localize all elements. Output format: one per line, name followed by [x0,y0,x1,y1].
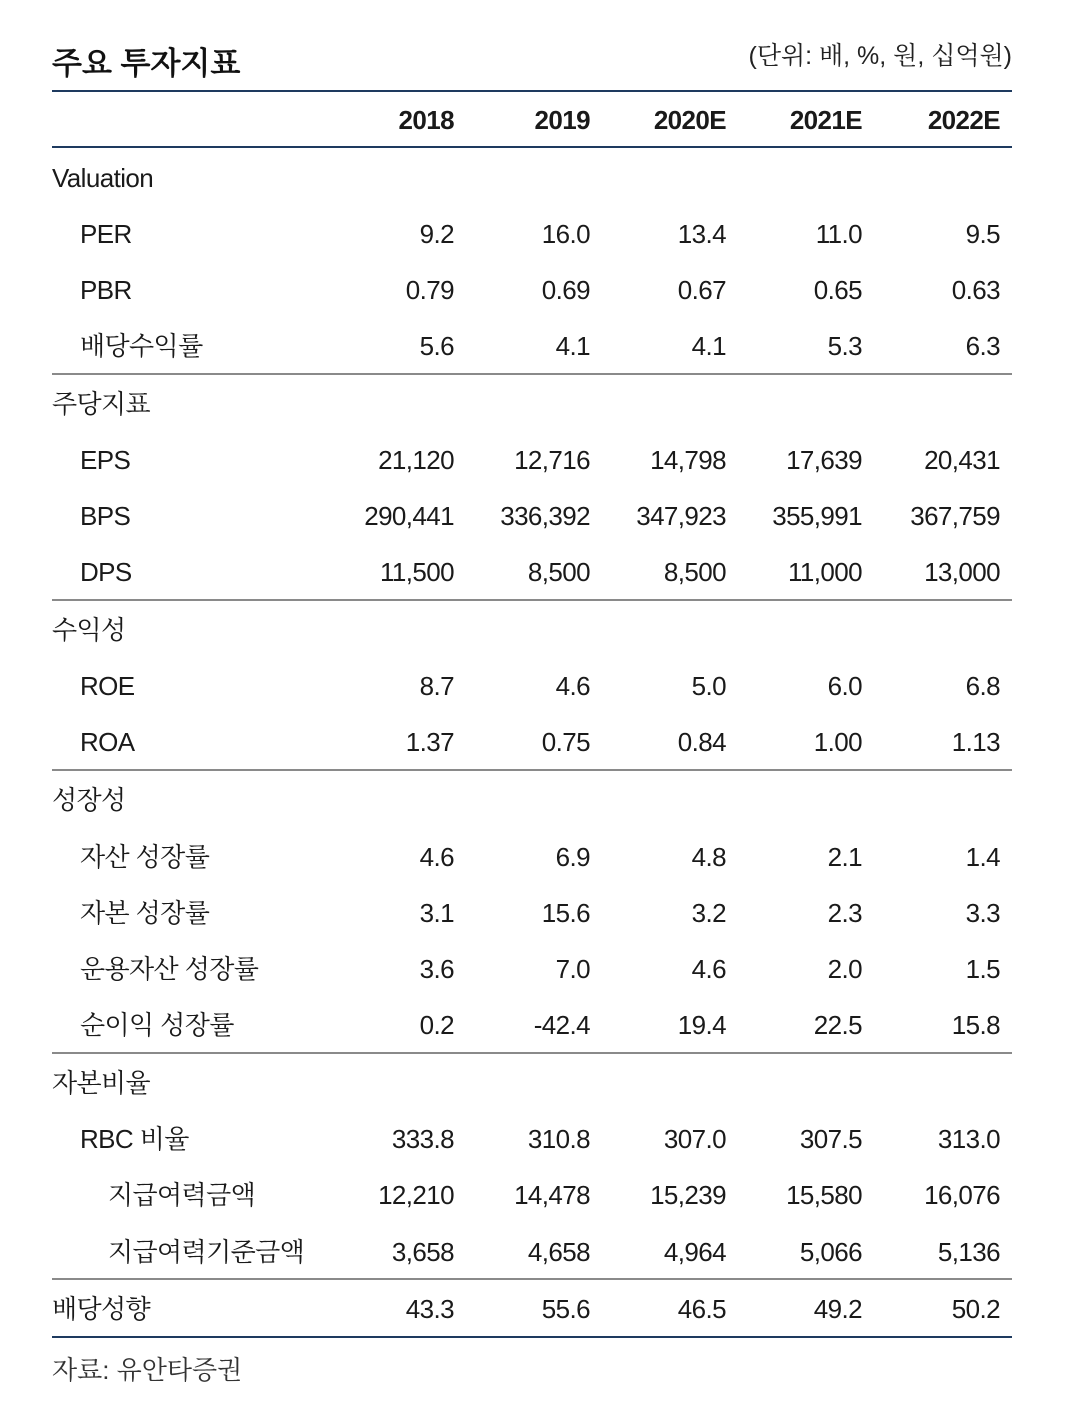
cell-value: 3.3 [965,898,1000,928]
row-label: 배당수익률 [80,331,203,361]
header-bottom-rule [52,146,1012,148]
cell-value: 1.4 [965,842,1000,872]
cell-value: 21,120 [378,445,454,475]
cell-value: 4.8 [691,842,726,872]
cell-value: 336,392 [500,501,590,531]
row-label: 자산 성장률 [80,842,210,872]
cell-value: 2.1 [827,842,862,872]
table-title: 주요 투자지표 [52,46,241,81]
section-divider [52,373,1012,375]
cell-value: 0.69 [541,275,590,305]
cell-value: 8,500 [527,557,590,587]
cell-value: 1.00 [813,727,862,757]
cell-value: 290,441 [364,501,454,531]
cell-value: 5.0 [691,671,726,701]
cell-value: 12,210 [378,1180,454,1210]
row-label: 지급여력기준금액 [108,1237,305,1267]
cell-value: 6.9 [555,842,590,872]
cell-value: 355,991 [772,501,862,531]
section-divider [52,1052,1012,1054]
row-label: BPS [80,501,131,531]
cell-value: 12,716 [514,445,590,475]
cell-value: 15.8 [951,1010,1000,1040]
table-row-dividend-yield [52,318,1012,374]
cell-value: 4.6 [691,954,726,984]
section-divider [52,599,1012,601]
table-row-roa [52,714,1012,770]
cell-value: 347,923 [636,501,726,531]
table-row-available-capital [52,1167,1012,1223]
cell-value: 307.0 [663,1124,726,1154]
unit-note: (단위: 배, %, 원, 십억원) [748,42,1012,70]
row-label: 배당성향 [52,1294,151,1324]
cell-value: 5.3 [827,331,862,361]
cell-value: 14,798 [650,445,726,475]
section-row-valuation [52,150,1012,206]
cell-value: 9.5 [965,219,1000,249]
table-row-roe [52,658,1012,714]
table-row-payout-ratio [52,1281,1012,1337]
table-row-eps [52,432,1012,488]
table-row-net-income-growth [52,997,1012,1053]
cell-value: -42.4 [533,1010,590,1040]
cell-value: 6.8 [965,671,1000,701]
row-label: 성장성 [52,785,126,815]
source-note: 자료: 유안타증권 [52,1355,243,1385]
table-row-rbc-ratio [52,1111,1012,1167]
table-row-equity-growth [52,885,1012,941]
cell-value: 6.3 [965,331,1000,361]
col-header: 2022E [927,105,1000,135]
col-header: 2021E [789,105,862,135]
cell-value: 0.2 [419,1010,454,1040]
cell-value: 19.4 [677,1010,726,1040]
cell-value: 0.84 [677,727,726,757]
row-label: 주당지표 [52,389,151,419]
table-bottom-rule [52,1336,1012,1338]
cell-value: 4.1 [555,331,590,361]
row-label: EPS [80,445,131,475]
table-row-bps [52,488,1012,544]
row-label: 자본 성장률 [80,898,210,928]
cell-value: 1.5 [965,954,1000,984]
row-label: 순이익 성장률 [80,1010,234,1040]
cell-value: 4.6 [555,671,590,701]
table-row-per [52,206,1012,262]
cell-value: 9.2 [419,219,454,249]
cell-value: 310.8 [527,1124,590,1154]
cell-value: 1.13 [951,727,1000,757]
table-row-pbr [52,262,1012,318]
cell-value: 55.6 [541,1294,590,1324]
cell-value: 3.6 [419,954,454,984]
col-header: 2018 [398,105,454,135]
section-row-per-share [52,376,1012,432]
cell-value: 17,639 [786,445,862,475]
section-row-capital-ratio [52,1055,1012,1111]
col-header: 2019 [534,105,590,135]
cell-value: 4,964 [663,1237,726,1267]
cell-value: 6.0 [827,671,862,701]
cell-value: 0.75 [541,727,590,757]
cell-value: 1.37 [405,727,454,757]
cell-value: 11.0 [815,219,862,249]
row-label: 지급여력금액 [108,1180,256,1210]
cell-value: 2.0 [827,954,862,984]
table-row-required-capital [52,1224,1012,1280]
row-label: DPS [80,557,132,587]
cell-value: 20,431 [924,445,1000,475]
row-label: ROE [80,671,135,701]
row-label: Valuation [52,163,154,193]
row-label: ROA [80,727,135,757]
cell-value: 4.1 [691,331,726,361]
cell-value: 5,136 [937,1237,1000,1267]
row-label: 자본비율 [52,1068,151,1098]
cell-value: 50.2 [951,1294,1000,1324]
cell-value: 15,580 [786,1180,862,1210]
row-label: PER [80,219,132,249]
cell-value: 16.0 [541,219,590,249]
row-label: PBR [80,275,132,305]
table-row-asset-growth [52,829,1012,885]
row-label: 수익성 [52,615,126,645]
cell-value: 0.63 [951,275,1000,305]
cell-value: 4.6 [419,842,454,872]
table-row-invested-asset-growth [52,941,1012,997]
table-row-dps [52,544,1012,600]
section-row-profitability [52,602,1012,658]
cell-value: 8.7 [419,671,454,701]
section-divider [52,769,1012,771]
cell-value: 4,658 [527,1237,590,1267]
cell-value: 3.1 [419,898,454,928]
cell-value: 3,658 [391,1237,454,1267]
cell-value: 7.0 [555,954,590,984]
cell-value: 43.3 [405,1294,454,1324]
cell-value: 15.6 [541,898,590,928]
cell-value: 0.65 [813,275,862,305]
col-header: 2020E [653,105,726,135]
cell-value: 307.5 [799,1124,862,1154]
cell-value: 13.4 [677,219,726,249]
cell-value: 15,239 [650,1180,726,1210]
cell-value: 8,500 [663,557,726,587]
cell-value: 5.6 [419,331,454,361]
cell-value: 0.79 [405,275,454,305]
cell-value: 0.67 [677,275,726,305]
cell-value: 13,000 [924,557,1000,587]
section-divider [52,1278,1012,1280]
cell-value: 313.0 [937,1124,1000,1154]
cell-value: 16,076 [924,1180,1000,1210]
header-row [52,92,1012,148]
cell-value: 11,500 [380,557,454,587]
cell-value: 11,000 [788,557,862,587]
cell-value: 14,478 [514,1180,590,1210]
cell-value: 2.3 [827,898,862,928]
cell-value: 5,066 [799,1237,862,1267]
cell-value: 3.2 [691,898,726,928]
cell-value: 49.2 [813,1294,862,1324]
section-row-growth [52,772,1012,828]
row-label: 운용자산 성장률 [80,954,259,984]
cell-value: 22.5 [813,1010,862,1040]
row-label: RBC 비율 [80,1124,189,1154]
cell-value: 46.5 [677,1294,726,1324]
cell-value: 367,759 [910,501,1000,531]
cell-value: 333.8 [391,1124,454,1154]
